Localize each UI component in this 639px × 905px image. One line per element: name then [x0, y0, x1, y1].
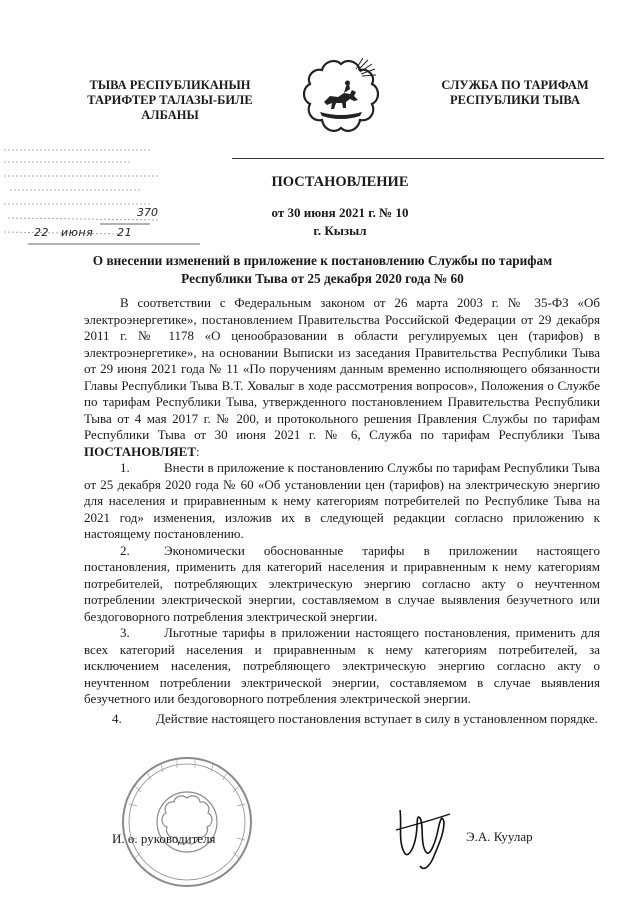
preamble-text: В соответствии с Федеральным законом от 26 марта 2003 г. № 35-ФЗ «Об электроэнергетике», постановлением Правительства Российской Федерации от 29 декабря 2011 г. № 1178 «О ценообразовании в области регулируемых цен (тарифов) в электроэнергетике», на основании Выписки из заседания Правительства Республики Тыва от 29 июня 2021 года № 11 «По поручениям данным временно исполняющего обязанности Главы Республики Тыва В.Т. Ховалыг в ходе рассмотрения вопросов», Положения о Службе по тарифам Республики Тыва, утвержденного постановлением Правительства Республики Тыва от 4 мая 2017 г. № 200, и протокольного решения Правления Службы по тарифам Республики Тыва от 30 июня 2021 г. № 6, Служба по тарифам Республики Тыва: [84, 295, 600, 442]
decree-colon: :: [196, 443, 200, 459]
item-number: 3.: [120, 625, 130, 640]
item-number: 4.: [112, 710, 122, 726]
document-date: от 30 июня 2021 г. № 10: [271, 205, 409, 220]
registration-number: 370: [137, 206, 158, 219]
item-text: Действие настоящего постановления вступает в силу в установленном порядке.: [156, 710, 598, 726]
item-number: 1.: [120, 460, 130, 475]
list-item: [84, 460, 600, 543]
official-round-seal-icon: [117, 752, 257, 892]
document-title: О внесении изменений в приложение к постановлению Службы по тарифам Республики Тыва от 25 декабря 2020 года № 60: [92, 253, 553, 286]
header-left-line: ТАРИФТЕР ТАЛАЗЫ-БИЛЕ: [87, 93, 253, 107]
handwritten-signature: [380, 800, 460, 875]
header-left-org-name: [70, 78, 270, 123]
header-left-line: ТЫВА РЕСПУБЛИКАНЫН: [89, 78, 251, 92]
list-item: [84, 625, 600, 708]
header-right-line: РЕСПУБЛИКИ ТЫВА: [450, 93, 580, 107]
header-divider: [232, 158, 604, 159]
header-left-line: АЛБАНЫ: [141, 108, 199, 122]
list-item: [84, 543, 600, 626]
item-number: 2.: [120, 542, 130, 558]
document-body: [84, 295, 600, 727]
header-right-org-name: [430, 78, 600, 108]
decree-word: ПОСТАНОВЛЯЕТ: [84, 443, 196, 459]
signatory-name: Э.А. Куулар: [466, 829, 533, 844]
registration-date: 22 июня 21: [34, 226, 133, 239]
item-text: Внести в приложение к постановлению Службы по тарифам Республики Тыва от 25 декабря 2020 года № 60 «Об установлении цен (тарифов) на электрическую энергию для населения и приравненным к нему категориям потребителей по Республике Тыва на 2021 год» изменения, изложив их в следующей редакции согласно приложению к настоящему постановлению.: [84, 460, 600, 541]
document-place: г. Кызыл: [313, 223, 367, 238]
preamble-paragraph: [84, 295, 600, 460]
header-right-line: СЛУЖБА ПО ТАРИФАМ: [441, 78, 589, 92]
signatory-role: И. о. руководителя: [112, 831, 216, 846]
tuva-coat-of-arms-icon: [300, 56, 382, 138]
item-text: Льготные тарифы в приложении настоящего постановления, применить для всех категорий населения и приравненным к нему категориям потребителей, за исключением населения, потребляющего электрическую энергию согласно акту о неучтенном потреблении электрической энергии, составляемом в случае выявления безучетного или бездоговорного потребления электрической энергии.: [84, 625, 600, 706]
item-text: Экономически обоснованные тарифы в приложении настоящего постановления, применить для категорий населения и приравненным к нему категориям потребителей, потребляющих электрическую энергию согласно акту о неучтенном потреблении электрической энергии, составляемом в случае выявления безучетного или бездоговорного потребления электрической энергии.: [84, 542, 600, 624]
list-item: [76, 711, 600, 728]
document-type: ПОСТАНОВЛЕНИЕ: [271, 174, 409, 190]
